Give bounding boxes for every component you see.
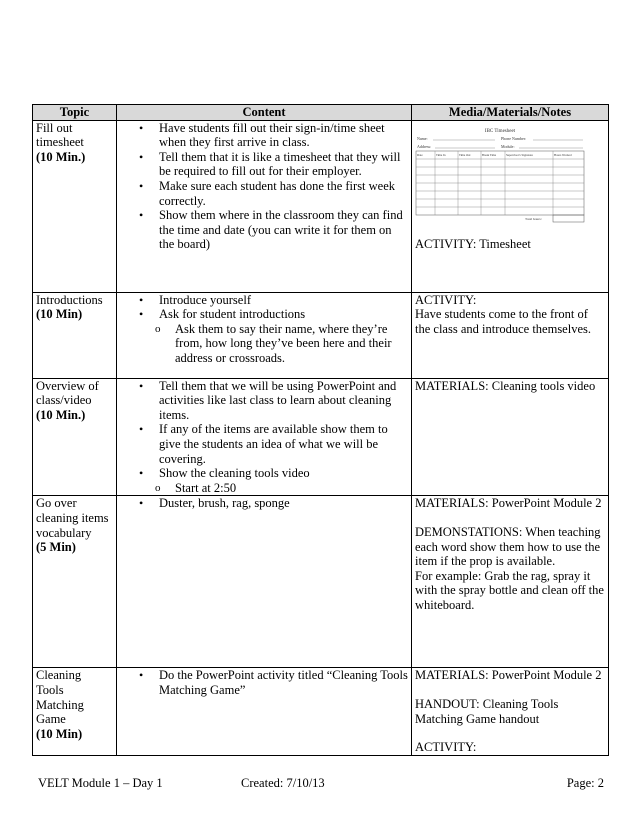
- footer-module: VELT Module 1 – Day 1: [38, 776, 163, 790]
- notes-line: ACTIVITY: Timesheet: [415, 236, 531, 251]
- timesheet-thumbnail: [415, 125, 585, 223]
- notes-spacer: [415, 223, 605, 237]
- topic-cell: [33, 120, 117, 292]
- notes-spacer: [415, 683, 605, 697]
- notes-line: MATERIALS: PowerPoint Module 2: [415, 496, 602, 511]
- content-bullet: [117, 422, 408, 466]
- topic-duration: (10 Min): [36, 726, 83, 741]
- content-bullet-text: Make sure each student has done the first week correctly.: [159, 178, 396, 208]
- notes-line: Have students come to the front of the class and introduce themselves.: [415, 307, 591, 336]
- content-bullet: [117, 208, 408, 252]
- topic-line: Fill out: [36, 120, 73, 135]
- timesheet-column-header: Break Time: [482, 152, 497, 157]
- notes-line: HANDOUT: Cleaning Tools Matching Game handout: [415, 696, 559, 726]
- header-media: Media/Materials/Notes: [412, 105, 609, 121]
- notes-cell: [412, 378, 609, 496]
- topic-line: cleaning items: [36, 510, 109, 525]
- header-topic: Topic: [33, 105, 117, 121]
- content-cell: [117, 668, 412, 756]
- lesson-plan-table: [32, 104, 609, 756]
- content-bullet: [117, 466, 408, 481]
- topic-cell: [33, 496, 117, 668]
- topic-duration: (10 Min.): [36, 407, 86, 422]
- content-list: [117, 293, 408, 366]
- topic-cell: [33, 378, 117, 496]
- topic-line: Go over: [36, 496, 77, 511]
- timesheet-module-label: Module:: [501, 143, 515, 149]
- timesheet-column-header: Supervisor's Signature: [506, 152, 533, 157]
- timesheet-column-header: Time Out: [459, 152, 471, 157]
- content-bullet-text: Do the PowerPoint activity titled “Cleaning Tools Matching Game”: [159, 668, 408, 697]
- topic-line: vocabulary: [36, 525, 92, 540]
- timesheet-title: IBC Timesheet: [484, 128, 516, 134]
- content-sublist: [117, 481, 408, 496]
- topic-line: Overview of: [36, 378, 99, 393]
- notes-line: For example: Grab the rag, spray it with the spray bottle and clean off the whiteboard.: [415, 568, 604, 612]
- table-header-row: [33, 105, 609, 121]
- content-bullet: [117, 150, 408, 179]
- topic-line: Introductions: [36, 292, 103, 307]
- notes-cell: [412, 668, 609, 756]
- topic-line: timesheet: [36, 135, 84, 150]
- header-content: Content: [117, 105, 412, 121]
- content-bullet: [117, 121, 408, 150]
- notes-spacer: [415, 511, 605, 525]
- timesheet-column-header: Time In: [436, 152, 446, 157]
- content-bullet-text: Duster, brush, rag, sponge: [159, 496, 290, 511]
- notes-line: MATERIALS: PowerPoint Module 2: [415, 668, 602, 683]
- footer-created: Created: 7/10/13: [241, 776, 325, 790]
- content-cell: [117, 496, 412, 668]
- timesheet-column-header: Hours Worked: [554, 152, 572, 157]
- table-row: [33, 668, 609, 756]
- notes-line: ACTIVITY:: [415, 740, 477, 755]
- topic-duration: (10 Min.): [36, 149, 86, 164]
- content-sublist: [117, 322, 408, 366]
- topic-duration: (10 Min): [36, 307, 83, 322]
- topic-line: Matching: [36, 697, 84, 712]
- notes-line: ACTIVITY:: [415, 292, 477, 307]
- footer-page: Page: 2: [566, 776, 604, 790]
- content-bullet: [117, 668, 408, 697]
- page-footer: [38, 776, 604, 792]
- content-bullet-text: Show the cleaning tools video: [159, 466, 310, 481]
- table-row: [33, 292, 609, 378]
- content-list: [117, 379, 408, 496]
- content-bullet-text: Tell them that it is like a timesheet that they will be required to fill out for their employer.: [159, 149, 401, 179]
- topic-cell: [33, 668, 117, 756]
- table-row: [33, 378, 609, 496]
- content-bullet: [117, 307, 408, 322]
- content-bullet-text: Have students fill out their sign-in/time sheet when they first arrive in class.: [159, 120, 385, 150]
- topic-cell: [33, 292, 117, 378]
- topic-line: Tools: [36, 682, 64, 697]
- content-bullet: [117, 293, 408, 308]
- table-row: [33, 496, 609, 668]
- content-bullet-text: Introduce yourself: [159, 292, 251, 307]
- content-list: [117, 496, 408, 511]
- timesheet-name-label: Name:: [417, 135, 428, 141]
- table-row: [33, 120, 609, 292]
- topic-line: Game: [36, 712, 66, 727]
- content-cell: [117, 378, 412, 496]
- content-bullet: [117, 496, 408, 511]
- content-bullet-text: Show them where in the classroom they can find the time and date (you can write it for them on the board): [159, 208, 403, 252]
- content-cell: [117, 120, 412, 292]
- content-bullet-text: Ask for student introductions: [159, 307, 306, 322]
- notes-cell: [412, 496, 609, 668]
- notes-line: DEMONSTATIONS: When teaching each word show them how to use the item if the prop is available.: [415, 524, 601, 569]
- timesheet-phone-label: Phone Number:: [501, 135, 527, 141]
- content-bullet-text: If any of the items are available show them to give the students an idea of what we will be covering.: [159, 422, 388, 466]
- topic-duration: (5 Min): [36, 540, 76, 555]
- timesheet-address-label: Address:: [417, 143, 432, 149]
- timesheet-column-header: Date: [417, 152, 423, 157]
- content-subbullet: o Start at 2:50: [117, 481, 408, 496]
- content-bullet: [117, 379, 408, 423]
- content-list: [117, 668, 408, 697]
- content-bullet: [117, 179, 408, 208]
- topic-line: Cleaning: [36, 668, 82, 683]
- content-subbullet: o Ask them to say their name, where they’re from, how long they’ve been here and their address or crossroads.: [117, 322, 408, 366]
- notes-line: MATERIALS: Cleaning tools video: [415, 378, 596, 393]
- content-cell: [117, 292, 412, 378]
- content-list: [117, 121, 408, 252]
- notes-spacer: [415, 726, 605, 740]
- notes-cell: [412, 120, 609, 292]
- notes-cell: [412, 292, 609, 378]
- timesheet-total-label: Total hours:: [525, 216, 542, 221]
- topic-line: class/video: [36, 393, 92, 408]
- content-bullet-text: Tell them that we will be using PowerPoint and activities like last class to learn about cleaning items.: [159, 378, 397, 422]
